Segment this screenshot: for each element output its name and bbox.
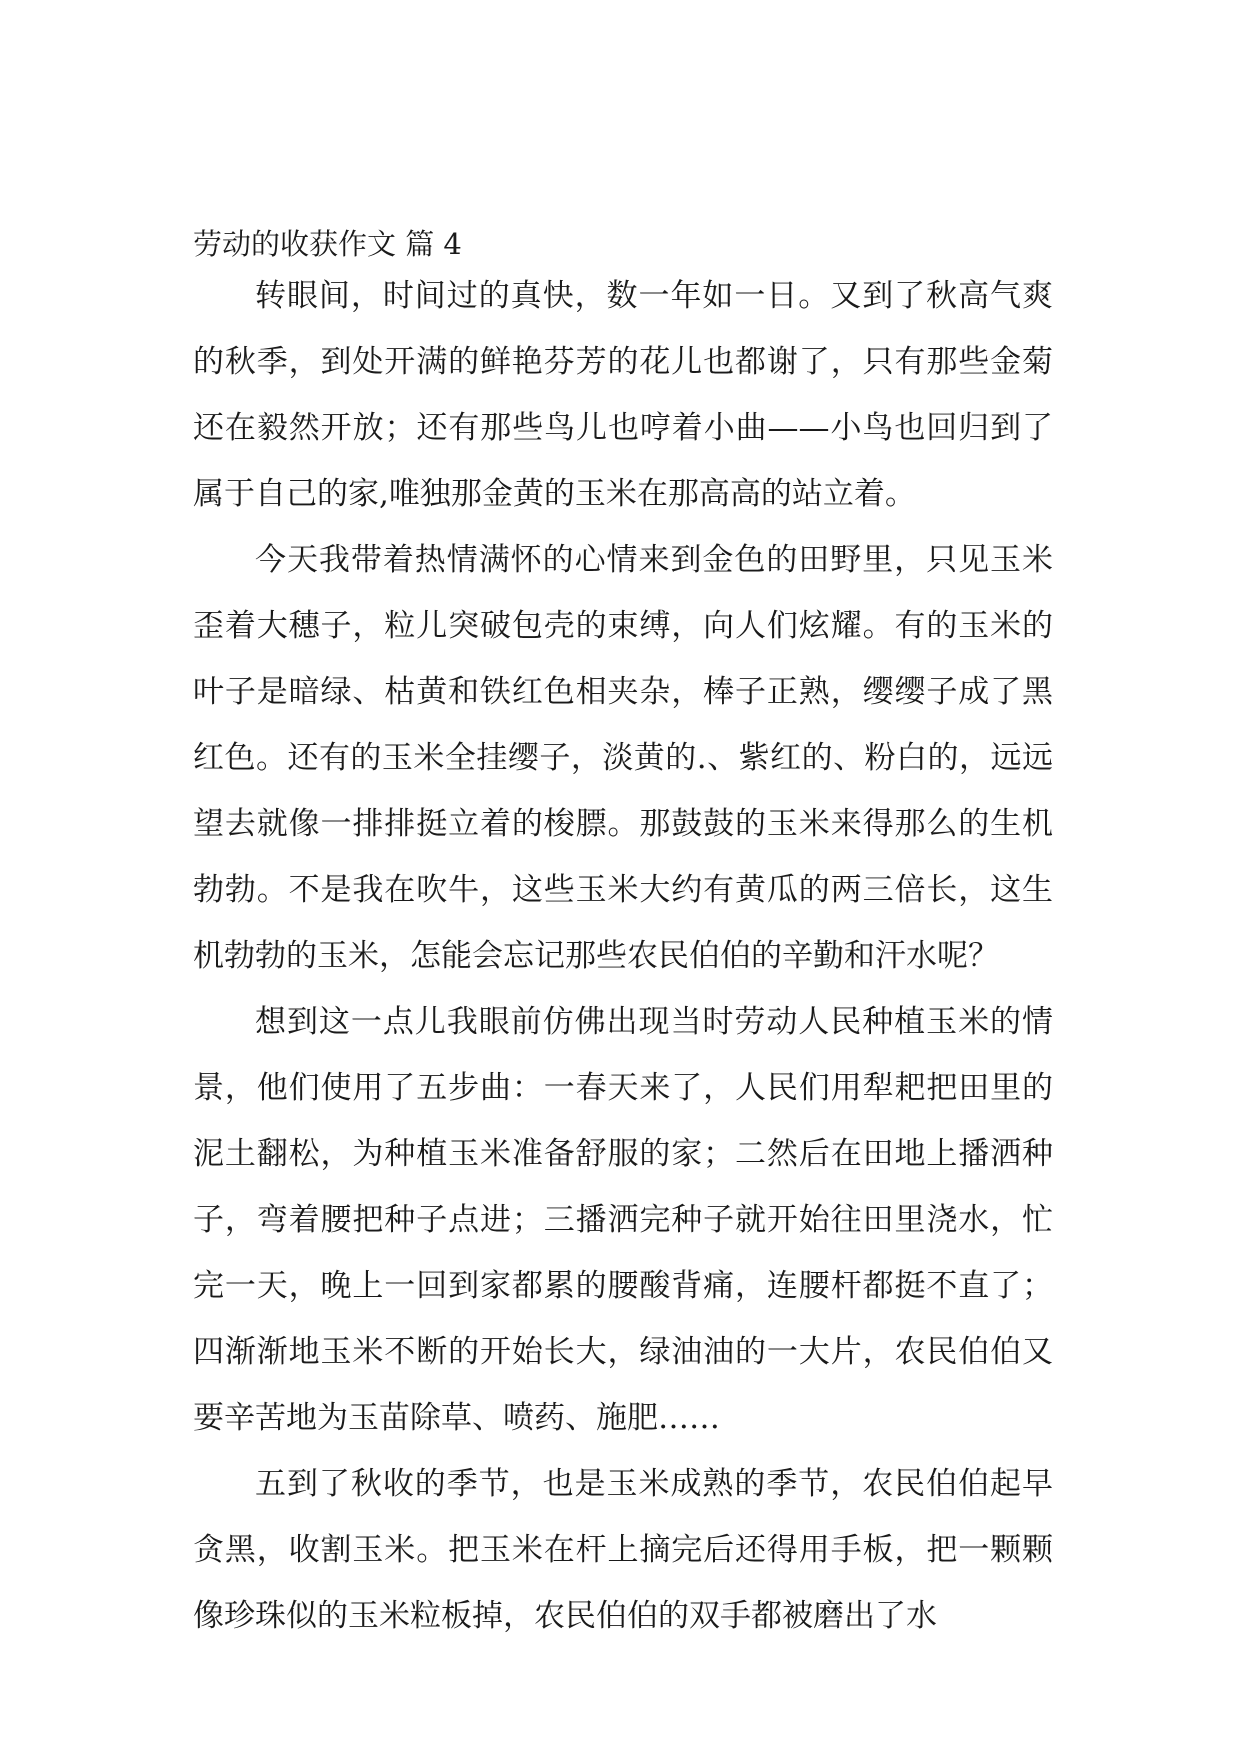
document-body — [193, 263, 1053, 1649]
paragraph: 五到了秋收的季节，也是玉米成熟的季节，农民伯伯起早贪黑，收割玉米。把玉米在杆上摘完后还得用手板，把一颗颗像珍珠似的玉米粒板掉，农民伯伯的双手都被磨出了水 — [193, 1466, 1053, 1634]
paragraph: 今天我带着热情满怀的心情来到金色的田野里，只见玉米歪着大穗子，粒儿突破包壳的束缚，向人们炫耀。有的玉米的叶子是暗绿、枯黄和铁红色相夹杂，棒子正熟，缨缨子成了黑红色。还有的玉米全挂缨子，淡黄的.、紫红的、粉白的，远远望去就像一排排挺立着的梭膘。那鼓鼓的玉米来得那么的生机勃勃。不是我在吹牛，这些玉米大约有黄瓜的两三倍长，这生机勃勃的玉米，怎能会忘记那些农民伯伯的辛勤和汗水呢？ — [193, 542, 1053, 974]
document-title: 劳动的收获作文 篇 4 — [193, 227, 462, 261]
paragraph: 转眼间，时间过的真快，数一年如一日。又到了秋高气爽的秋季，到处开满的鲜艳芬芳的花儿也都谢了，只有那些金菊还在毅然开放；还有那些鸟儿也哼着小曲——小鸟也回归到了属于自己的家,唯独那金黄的玉米在那高高的站立着。 — [193, 278, 1053, 512]
paragraph: 想到这一点儿我眼前仿佛出现当时劳动人民种植玉米的情景，他们使用了五步曲：一春天来了，人民们用犁耙把田里的泥土翻松，为种植玉米准备舒服的家；二然后在田地上播洒种子，弯着腰把种子点进；三播洒完种子就开始往田里浇水，忙完一天，晚上一回到家都累的腰酸背痛，连腰杆都挺不直了；四渐渐地玉米不断的开始长大，绿油油的一大片，农民伯伯又要辛苦地为玉苗除草、喷药、施肥…… — [193, 1004, 1053, 1436]
